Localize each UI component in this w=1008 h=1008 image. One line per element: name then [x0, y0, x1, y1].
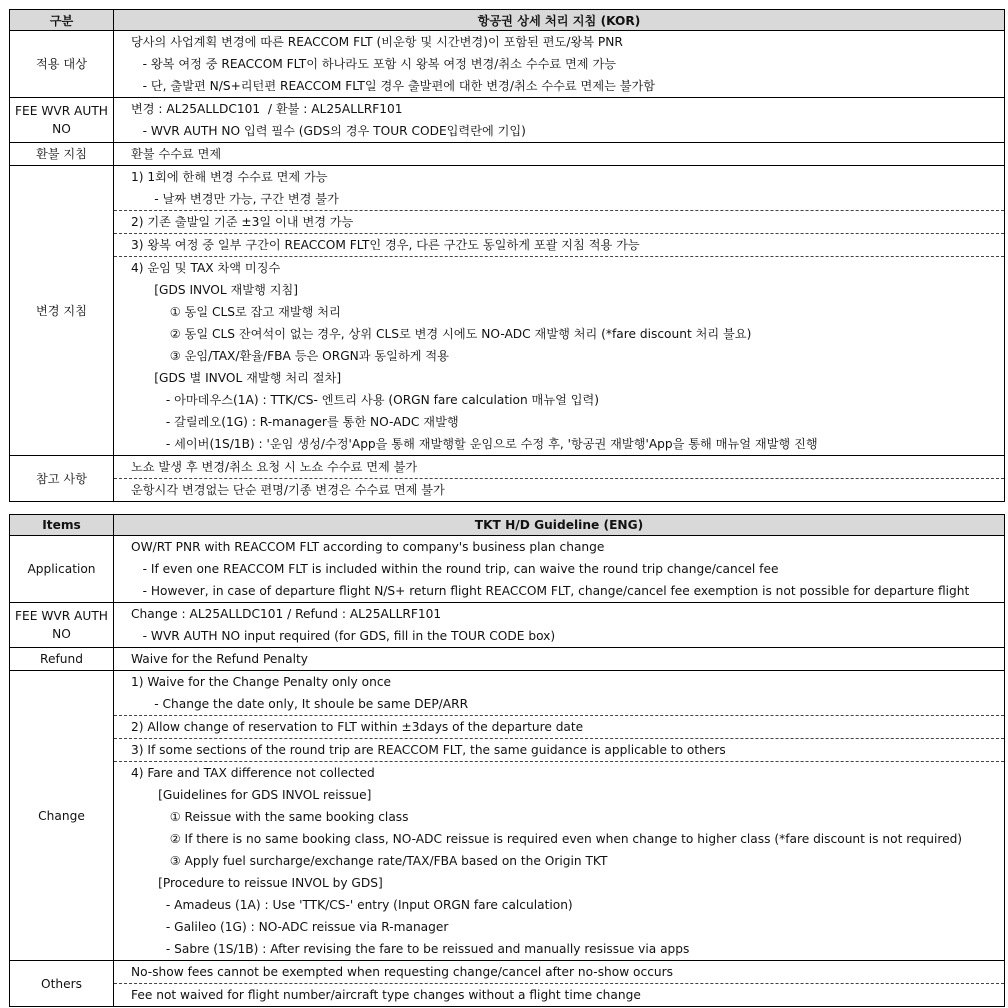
header-title-cell: 항공권 상세 처리 지침 (KOR) — [114, 10, 1005, 31]
content-section — [114, 210, 1004, 233]
guideline-line: 3) 왕복 여정 중 일부 구간이 REACCOM FLT인 경우, 다른 구간도 동일하게 포괄 지침 적용 가능 — [131, 238, 640, 252]
content-section — [114, 233, 1004, 256]
guideline-line: ② If there is no same booking class, NO-ADC reissue is required even when change to higher class (*fare discount is not required) — [131, 832, 963, 846]
content-section — [114, 256, 1004, 455]
row-label: 환불 지침 — [10, 143, 114, 166]
content-section — [114, 648, 1004, 670]
guideline-line: - Change the date only, It shoule be same DEP/ARR — [131, 697, 469, 711]
guideline-line: OW/RT PNR with REACCOM FLT according to company's business plan change — [131, 540, 605, 554]
row-content — [114, 671, 1005, 961]
row-label: 적용 대상 — [10, 31, 114, 98]
content-section — [114, 143, 1004, 165]
row-label: 참고 사항 — [10, 456, 114, 502]
table-row — [10, 536, 1005, 603]
guideline-line: 노쇼 발생 후 변경/취소 요청 시 노쇼 수수료 면제 불가 — [131, 460, 418, 474]
content-section — [114, 761, 1004, 960]
guideline-line: 1) Waive for the Change Penalty only once — [131, 675, 392, 689]
guideline-line: ③ 운임/TAX/환율/FBA 등은 ORGN과 동일하게 적용 — [131, 349, 449, 363]
content-section — [114, 738, 1004, 761]
row-content — [114, 456, 1005, 502]
guideline-line: Fee not waived for flight number/aircraft type changes without a flight time change — [131, 988, 641, 1002]
table-row — [10, 31, 1005, 98]
guideline-line: 3) If some sections of the round trip are REACCOM FLT, the same guidance is applicable to others — [131, 743, 726, 757]
guideline-line: 4) 운임 및 TAX 차액 미징수 — [131, 261, 281, 275]
guideline-line: 환불 수수료 면제 — [131, 147, 222, 161]
table-row — [10, 166, 1005, 456]
row-label: Change — [10, 671, 114, 961]
guideline-line: - WVR AUTH NO input required (for GDS, fill in the TOUR CODE box) — [131, 629, 556, 643]
content-section — [114, 983, 1004, 1006]
content-section — [114, 603, 1004, 647]
table-row — [10, 143, 1005, 166]
guideline-line: - 아마데우스(1A) : TTK/CS- 엔트리 사용 (ORGN fare calculation 매뉴얼 입력) — [131, 393, 600, 407]
guideline-table-eng — [9, 514, 1005, 1007]
guideline-line: - Sabre (1S/1B) : After revising the fare to be reissued and manually resissue via apps — [131, 942, 690, 956]
guideline-line: - Galileo (1G) : NO-ADC reissue via R-manager — [131, 920, 449, 934]
row-content — [114, 603, 1005, 648]
guideline-line: No-show fees cannot be exempted when requesting change/cancel after no-show occurs — [131, 965, 674, 979]
guideline-line: ① 동일 CLS로 잡고 재발행 처리 — [131, 305, 341, 319]
row-content — [114, 31, 1005, 98]
row-label: FEE WVR AUTH NO — [10, 98, 114, 143]
guideline-line: - 왕복 여정 중 REACCOM FLT이 하나라도 포함 시 왕복 여정 변경/취소 수수료 면제 가능 — [131, 57, 616, 71]
guideline-line: 운항시각 변경없는 단순 편명/기종 변경은 수수료 면제 불가 — [131, 483, 445, 497]
guideline-line: 당사의 사업계획 변경에 따른 REACCOM FLT (비운항 및 시간변경)이 포함된 편도/왕복 PNR — [131, 35, 623, 49]
header-label-cell: 구분 — [10, 10, 114, 31]
content-section — [114, 536, 1004, 602]
guideline-line: Change : AL25ALLDC101 / Refund : AL25ALLRF101 — [131, 607, 442, 621]
guideline-line: 변경 : AL25ALLDC101 / 환불 : AL25ALLRF101 — [131, 102, 403, 116]
content-section — [114, 478, 1004, 501]
guideline-line: 2) Allow change of reservation to FLT within ±3days of the departure date — [131, 720, 584, 734]
row-content — [114, 166, 1005, 456]
content-section — [114, 715, 1004, 738]
guideline-line: ① Reissue with the same booking class — [131, 810, 409, 824]
guideline-line: 4) Fare and TAX difference not collected — [131, 766, 375, 780]
header-title-cell: TKT H/D Guideline (ENG) — [114, 515, 1005, 536]
table-row — [10, 98, 1005, 143]
guideline-line: [GDS 별 INVOL 재발행 처리 절차] — [131, 371, 342, 385]
guideline-line: - 날짜 변경만 가능, 구간 변경 불가 — [131, 192, 339, 206]
content-section — [114, 166, 1004, 210]
guideline-line: [GDS INVOL 재발행 지침] — [131, 283, 299, 297]
guideline-line: - 갈릴레오(1G) : R-manager를 통한 NO-ADC 재발행 — [131, 415, 459, 429]
content-section — [114, 98, 1004, 142]
guideline-line: - 세이버(1S/1B) : '운임 생성/수정'App을 통해 재발행할 운임으로 수정 후, '항공권 재발행'App을 통해 매뉴얼 재발행 진행 — [131, 437, 818, 451]
guideline-line: - WVR AUTH NO 입력 필수 (GDS의 경우 TOUR CODE입력란에 기입) — [131, 124, 526, 138]
table-row — [10, 648, 1005, 671]
content-section — [114, 31, 1004, 97]
content-section — [114, 456, 1004, 478]
guideline-line: [Procedure to reissue INVOL by GDS] — [131, 876, 383, 890]
guideline-line: 2) 기존 출발일 기준 ±3일 이내 변경 가능 — [131, 215, 354, 229]
row-label: Others — [10, 961, 114, 1007]
table-row — [10, 456, 1005, 502]
row-content — [114, 98, 1005, 143]
row-label: 변경 지침 — [10, 166, 114, 456]
guideline-line: Waive for the Refund Penalty — [131, 652, 308, 666]
guideline-line: - 단, 출발편 N/S+리턴편 REACCOM FLT일 경우 출발편에 대한 변경/취소 수수료 면제는 불가함 — [131, 79, 656, 93]
row-content — [114, 536, 1005, 603]
guideline-line: - However, in case of departure flight N/S+ return flight REACCOM FLT, change/cancel fee exemption is not possible for departure flight — [131, 584, 970, 598]
table-row — [10, 671, 1005, 961]
guideline-line: - If even one REACCOM FLT is included within the round trip, can waive the round trip change/cancel fee — [131, 562, 779, 576]
guideline-line: ③ Apply fuel surcharge/exchange rate/TAX/FBA based on the Origin TKT — [131, 854, 608, 868]
row-label: Application — [10, 536, 114, 603]
row-label: Refund — [10, 648, 114, 671]
guideline-line: ② 동일 CLS 잔여석이 없는 경우, 상위 CLS로 변경 시에도 NO-ADC 재발행 처리 (*fare discount 처리 불요) — [131, 327, 752, 341]
row-content — [114, 961, 1005, 1007]
row-content — [114, 648, 1005, 671]
table-row — [10, 603, 1005, 648]
content-section — [114, 961, 1004, 983]
header-label-cell: Items — [10, 515, 114, 536]
guideline-line: - Amadeus (1A) : Use 'TTK/CS-' entry (Input ORGN fare calculation) — [131, 898, 573, 912]
table-row — [10, 961, 1005, 1007]
row-label: FEE WVR AUTH NO — [10, 603, 114, 648]
guideline-table-kor — [9, 9, 1005, 502]
content-section — [114, 671, 1004, 715]
guideline-line: [Guidelines for GDS INVOL reissue] — [131, 788, 372, 802]
guideline-line: 1) 1회에 한해 변경 수수료 면제 가능 — [131, 170, 328, 184]
row-content — [114, 143, 1005, 166]
